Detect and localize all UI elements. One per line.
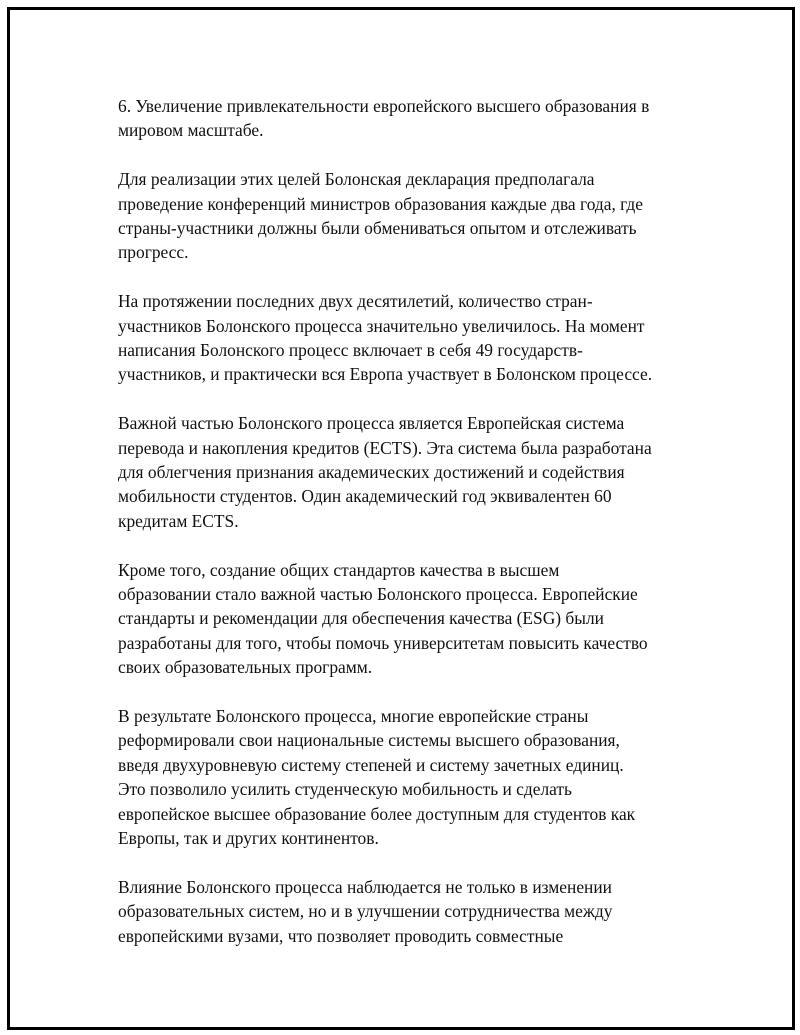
paragraph: [118, 167, 698, 265]
text-line: мировом масштабе.: [118, 120, 264, 141]
text-line: участников Болонского процесса значительно увеличилось. На момент: [118, 315, 645, 336]
text-line: участников, и практически вся Европа участвует в Болонском процессе.: [118, 364, 653, 385]
text-line: стандарты и рекомендации для обеспечения качества (ESG) были: [118, 608, 604, 629]
paragraph: [118, 289, 698, 387]
paragraph: [118, 875, 698, 948]
text-line: написания Болонского процесс включает в себя 49 государств-: [118, 340, 583, 361]
text-line: европейское высшее образование более доступным для студентов как: [118, 803, 636, 824]
text-line: На протяжении последних двух десятилетий, количество стран-: [118, 291, 593, 312]
text-line: В результате Болонского процесса, многие европейские страны: [118, 706, 589, 727]
text-line: Важной частью Болонского процесса является Европейская система: [118, 413, 625, 434]
text-line: проведение конференций министров образования каждые два года, где: [118, 193, 643, 214]
text-line: европейскими вузами, что позволяет проводить совместные: [118, 925, 564, 946]
paragraph: [118, 94, 698, 143]
text-line: мобильности студентов. Один академический год эквивалентен 60: [118, 486, 612, 507]
text-line: перевода и накопления кредитов (ECTS). Эта система была разработана: [118, 437, 652, 458]
document-body: [118, 94, 698, 973]
text-line: страны-участники должны были обмениваться опытом и отслеживать: [118, 218, 637, 239]
text-line: введя двухуровневую систему степеней и систему зачетных единиц.: [118, 754, 624, 775]
text-line: прогресс.: [118, 242, 189, 263]
text-line: своих образовательных программ.: [118, 657, 373, 678]
text-line: кредитам ECTS.: [118, 510, 239, 531]
text-line: образовании стало важной частью Болонского процесса. Европейские: [118, 584, 638, 605]
text-line: Это позволило усилить студенческую мобильность и сделать: [118, 779, 572, 800]
text-line: образовательных систем, но и в улучшении сотрудничества между: [118, 901, 613, 922]
paragraph: [118, 704, 698, 850]
text-line: разработаны для того, чтобы помочь университетам повысить качество: [118, 632, 648, 653]
text-line: для облегчения признания академических достижений и содействия: [118, 462, 625, 483]
text-line: реформировали свои национальные системы высшего образования,: [118, 730, 620, 751]
paragraph: [118, 558, 698, 680]
text-line: Влияние Болонского процесса наблюдается не только в изменении: [118, 876, 612, 897]
text-line: Для реализации этих целей Болонская декларация предполагала: [118, 169, 595, 190]
paragraph: [118, 411, 698, 533]
text-line: 6. Увеличение привлекательности европейского высшего образования в: [118, 96, 650, 116]
text-line: Европы, так и других континентов.: [118, 828, 379, 849]
text-line: Кроме того, создание общих стандартов качества в высшем: [118, 559, 560, 580]
